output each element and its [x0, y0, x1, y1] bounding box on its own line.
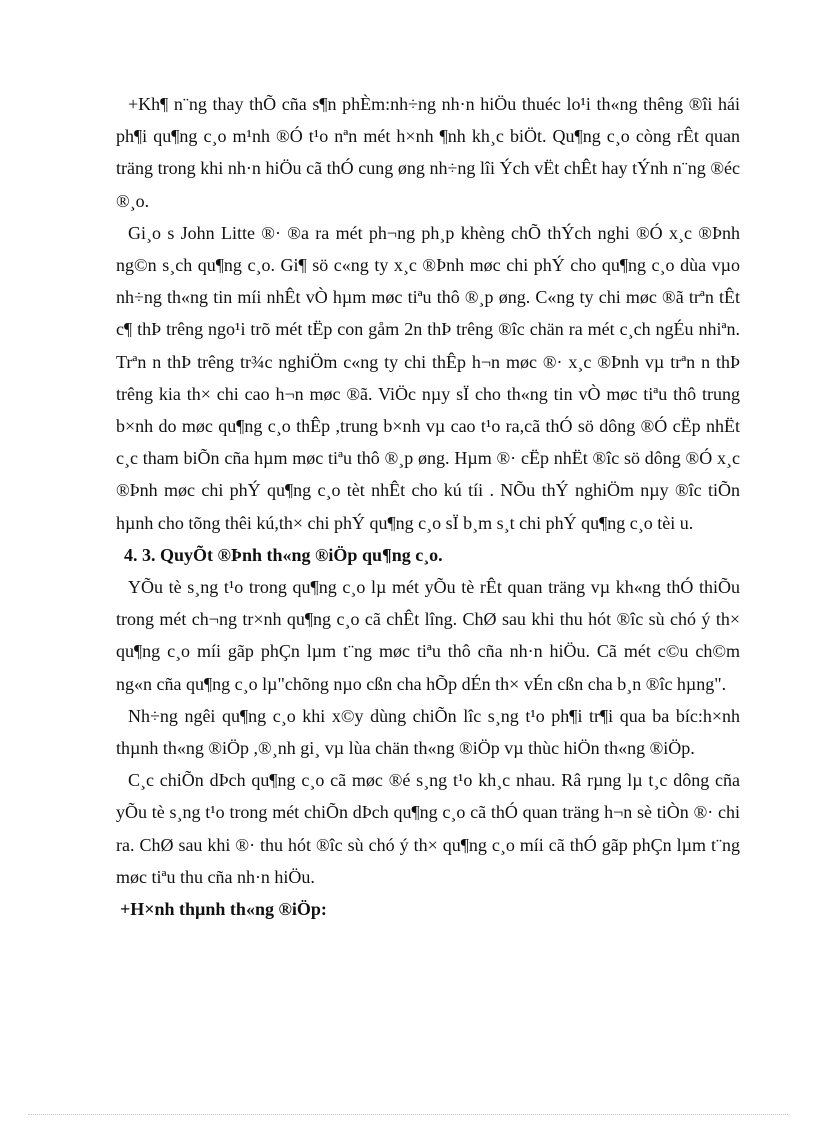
section-heading: 4. 3. QuyÕt ®Þnh th«ng ®iÖp qu¶ng c¸o. — [124, 544, 443, 565]
paragraph-adaptive-control: Gi¸o s John Litte ®· ®a ra mét ph¬ng ph¸p khèng chÕ thÝch nghi ®Ó x¸c ®Þnh ng©n s¸ch qu¶ng c¸o. Gi¶ sö c«ng ty x¸c ®Þnh møc chi phÝ cho qu¶ng c¸o dùa vµo nh÷ng th«ng tin míi nhÊt vÒ hµm møc tiªu thô ®¸p øng. C«ng ty chi møc ®ã trªn tÊt c¶ thÞ trêng ngo¹i trõ mét tËp con gåm 2n thÞ trêng ®îc chän ra mét c¸ch ngÉu nhiªn. Trªn n thÞ trêng tr¾c nghiÖm c«ng ty chi thÊp h¬n møc ®· x¸c ®Þnh vµ trªn n thÞ trêng kia th× chi cao h¬n møc ®ã. ViÖc nµy sÏ cho th«ng tin vÒ møc tiªu thô trung b×nh do møc qu¶ng c¸o thÊp ,trung b×nh vµ cao t¹o ra,cã thÓ sö dông ®Ó cËp nhËt c¸c tham biÕn cña hµm møc tiªu thô ®¸p øng. Hµm ®· cËp nhËt ®îc sö dông ®Ó x¸c ®Þnh møc chi phÝ qu¶ng c¸o tèt nhÊt cho kú tíi . NÕu thÝ nghiÖm nµy ®îc tiÕn hµnh cho tõng thêi kú,th× chi phÝ qu¶ng c¸o sÏ b¸m s¸t chi phÝ qu¶ng c¸o tèi u. — [116, 222, 740, 533]
paragraph-substitutability: +Kh¶ n¨ng thay thÕ cña s¶n phÈm:nh÷ng nh·n hiÖu thuéc lo¹i th«ng thêng ®îi hái ph¶i qu¶ng c¸o m¹nh ®Ó t¹o nªn mét h×nh ¶nh kh¸c biÖt. Qu¶ng c¸o còng rÊt quan träng trong khi nh·n hiÖu cã thÓ cung øng nh÷ng lîi Ých vËt chÊt hay tÝnh n¨ng ®éc ®¸o. — [116, 94, 740, 211]
paragraph-creativity: YÕu tè s¸ng t¹o trong qu¶ng c¸o lµ mét yÕu tè rÊt quan träng vµ kh«ng thÓ thiÕu trong mét ch¬ng tr×nh qu¶ng c¸o cã chÊt lîng. ChØ sau khi thu hót ®îc sù chó ý th× qu¶ng c¸o míi gãp phÇn lµm t¨ng møc tiªu thô cña nh·n hiÖu. Cã mét c©u ch©m ng«n cña qu¶ng c¸o lµ"chõng nµo cßn cha hÕp dÉn th× vÉn cßn cha b¸n ®îc hµng". — [116, 577, 740, 694]
paragraph-campaigns: C¸c chiÕn dÞch qu¶ng c¸o cã møc ®é s¸ng t¹o kh¸c nhau. Râ rµng lµ t¸c dông cña yÕu tè s¸ng t¹o trong mét chiÕn dÞch qu¶ng c¸o cã thÓ quan träng h¬n sè tiÒn ®· chi ra. ChØ sau khi ®· thu hót ®îc sù chó ý th× qu¶ng c¸o míi cã thÓ gãp phÇn lµm t¨ng møc tiªu thu cña nh·n hiÖu. — [116, 770, 740, 887]
page-bottom-divider — [28, 1114, 788, 1115]
subsection-heading: +H×nh thµnh th«ng ®iÖp: — [120, 899, 327, 920]
paragraph-three-steps: Nh÷ng ngêi qu¶ng c¸o khi x©y dùng chiÕn lîc s¸ng t¹o ph¶i tr¶i qua ba bíc:h×nh thµnh th«ng ®iÖp ,®¸nh gi¸ vµ lùa chän th«ng ®iÖp vµ thùc hiÖn th«ng ®iÖp. — [116, 705, 740, 759]
